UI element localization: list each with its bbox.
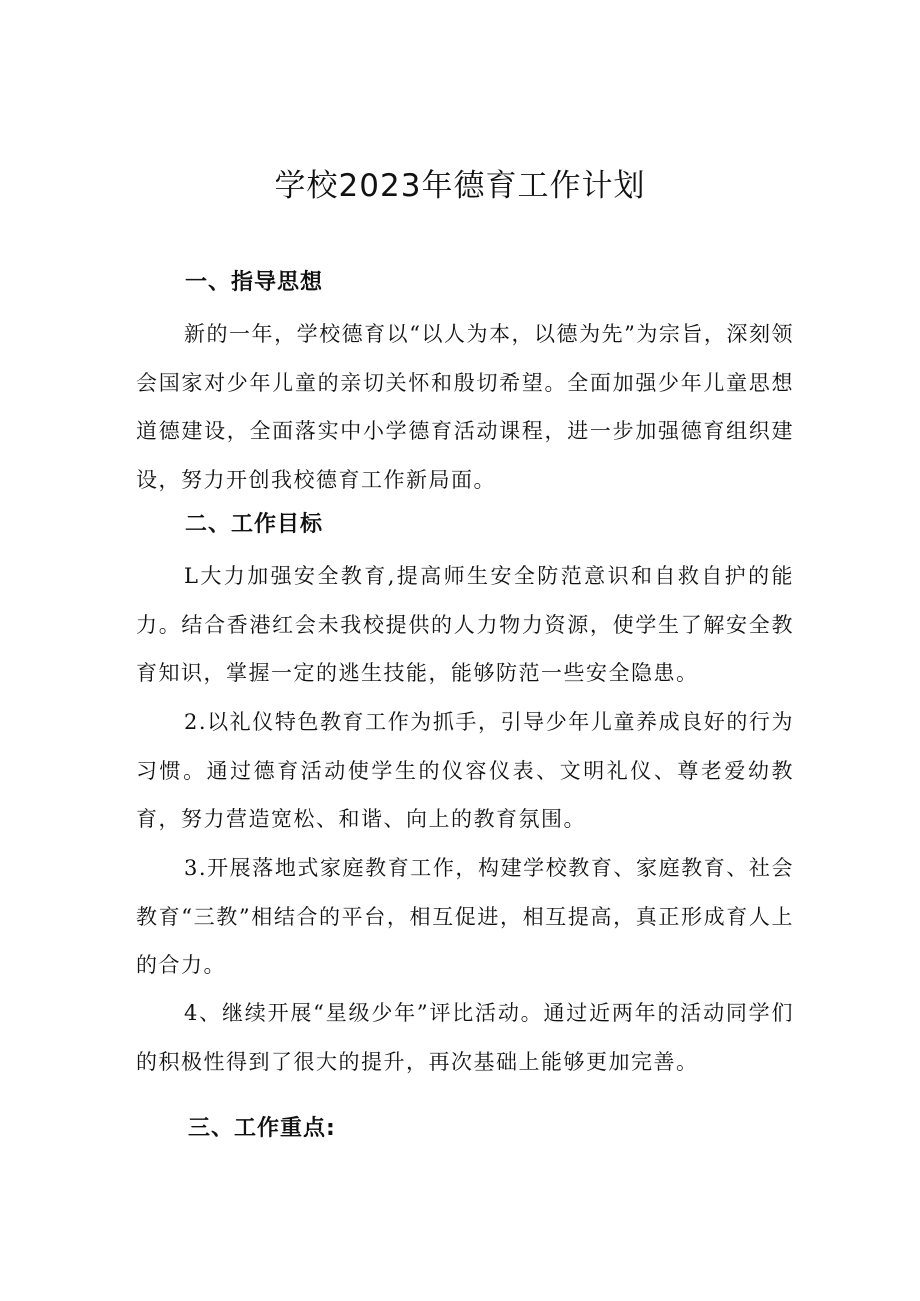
- paragraph-goal-2: 2.以礼仪特色教育工作为抓手，引导少年儿童养成良好的行为习惯。通过德育活动使学生的仪容仪表、文明礼仪、尊老爱幼教育，努力营造宽松、和谐、向上的教育氛围。: [136, 710, 794, 831]
- section-heading-work-goals: 二、工作目标: [185, 512, 324, 537]
- document-title: 学校2023年德育工作计划: [274, 168, 646, 204]
- paragraph-goal-4: 4、继续开展“星级少年”评比活动。通过近两年的活动同学们的积极性得到了很大的提升，再次基础上能够更加完善。: [136, 1001, 794, 1074]
- section-heading-guiding-ideology: 一、指导思想: [185, 270, 324, 295]
- paragraph-guiding-ideology: 新的一年，学校德育以“以人为本，以德为先”为宗旨，深刻领会国家对少年儿童的亲切关怀和殷切希望。全面加强少年儿童思想道德建设，全面落实中小学德育活动课程，进一步加强德育组织建设，努力开创我校德育工作新局面。: [136, 322, 794, 492]
- paragraph-goal-3: 3.开展落地式家庭教育工作，构建学校教育、家庭教育、社会教育“三教”相结合的平台，相互促进，相互提高，真正形成育人上的合力。: [136, 856, 794, 977]
- paragraph-goal-1: L大力加强安全教育,提高师生安全防范意识和自救自护的能力。结合香港红会未我校提供的人力物力资源，使学生了解安全教育知识，掌握一定的逃生技能，能够防范一些安全隐患。: [136, 564, 794, 685]
- section-heading-work-focus: 三、工作重点:: [188, 1116, 336, 1141]
